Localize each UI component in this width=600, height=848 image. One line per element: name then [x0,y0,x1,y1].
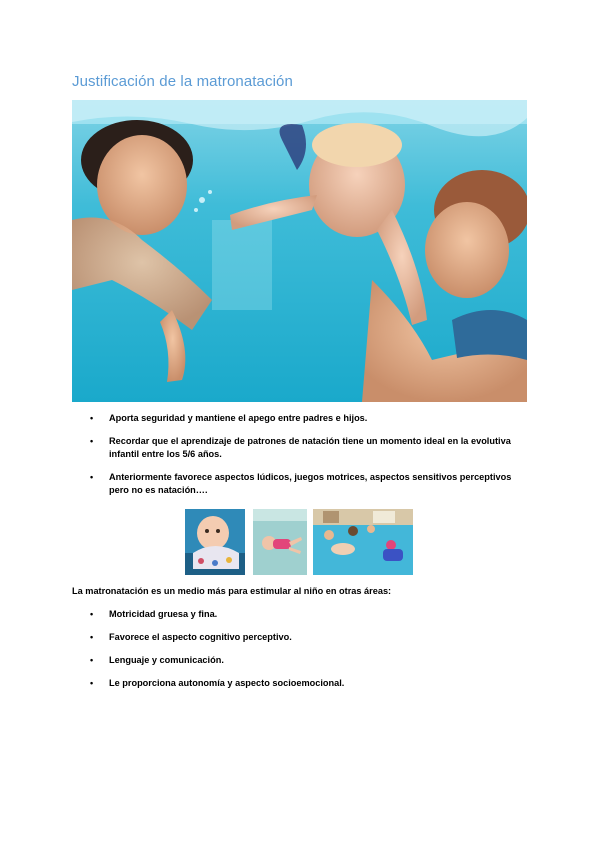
thumbnail-pool-class [313,509,413,575]
list-item [90,631,530,644]
list-item [90,471,530,497]
list-item [90,435,530,461]
bullet-marker: • [90,436,94,446]
benefits-list [90,412,530,507]
thumbnail-baby-floating [185,509,245,575]
list-item-text: Le proporciona autonomía y aspecto socioemocional. [109,678,345,688]
list-item-text: Anteriormente favorece aspectos lúdicos, juegos motrices, aspectos sensitivos perceptivos pero no es natación…. [109,472,512,495]
bullet-marker: • [90,472,94,482]
list-item-text: Favorece el aspecto cognitivo perceptivo. [109,632,292,642]
bullet-marker: • [90,632,94,642]
bullet-marker: • [90,678,94,688]
list-item [90,654,530,667]
hero-photo [72,100,527,402]
thumbnail-baby-pink-swimsuit [253,509,307,575]
list-item-text: Motricidad gruesa y fina. [109,609,218,619]
list-item [90,608,530,621]
bullet-marker: • [90,413,94,423]
list-item-text: Recordar que el aprendizaje de patrones de natación tiene un momento ideal en la evolutiva infantil entre los 5/6 años. [109,436,511,459]
bullet-marker: • [90,655,94,665]
list-item-text: Aporta seguridad y mantiene el apego entre padres e hijos. [109,413,368,423]
page-title: Justificación de la matronatación [72,73,293,90]
areas-list [90,608,530,700]
list-item [90,677,530,690]
list-item [90,412,530,425]
intro-paragraph: La matronatación es un medio más para estimular al niño en otras áreas: [72,586,392,596]
bullet-marker: • [90,609,94,619]
list-item-text: Lenguaje y comunicación. [109,655,224,665]
